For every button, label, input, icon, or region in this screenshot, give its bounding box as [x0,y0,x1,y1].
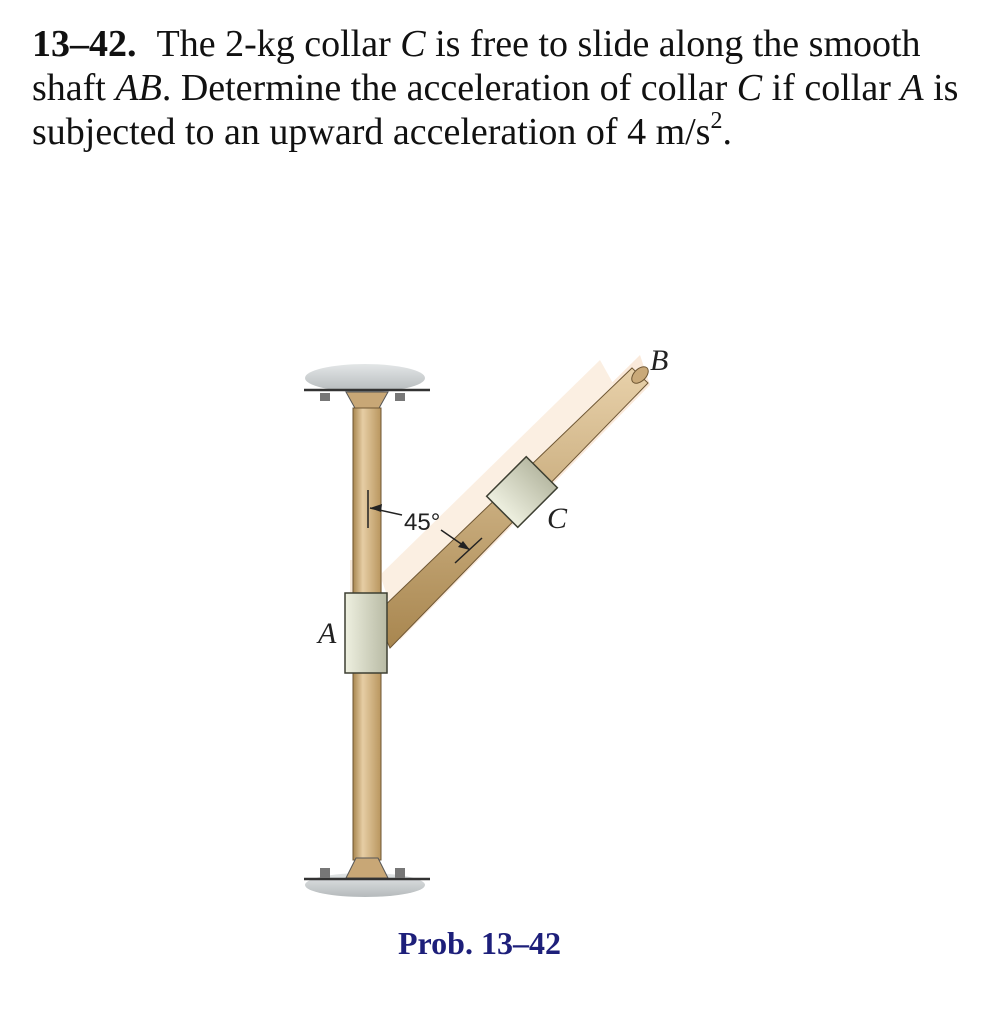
shaft-ref: AB [115,67,162,109]
collar-c-ref-2: C [736,67,763,109]
label-b: B [650,344,669,377]
collar-a-ref: A [900,67,924,109]
angle-label: 45° [404,509,441,536]
problem-text-6: . [722,111,732,153]
collar-c-ref: C [400,23,426,65]
problem-text-3: . Determine the acceleration of collar [161,67,737,109]
ceiling-support [304,364,430,410]
collar-a [345,593,387,673]
problem-text-1: The 2-kg collar [156,23,401,65]
problem-text-4: if collar [762,67,901,109]
figure-caption: Prob. 13–42 [398,925,561,961]
problem-text-5: is subjected to an upward acceleration of 4 m/s [32,67,959,153]
floor-support [304,858,430,897]
problem-text-2: is free to slide along the smooth shaft [32,23,921,109]
exponent: 2 [710,108,723,135]
label-a: A [318,617,337,650]
label-c: C [547,502,568,535]
problem-number: 13–42. [32,23,137,65]
